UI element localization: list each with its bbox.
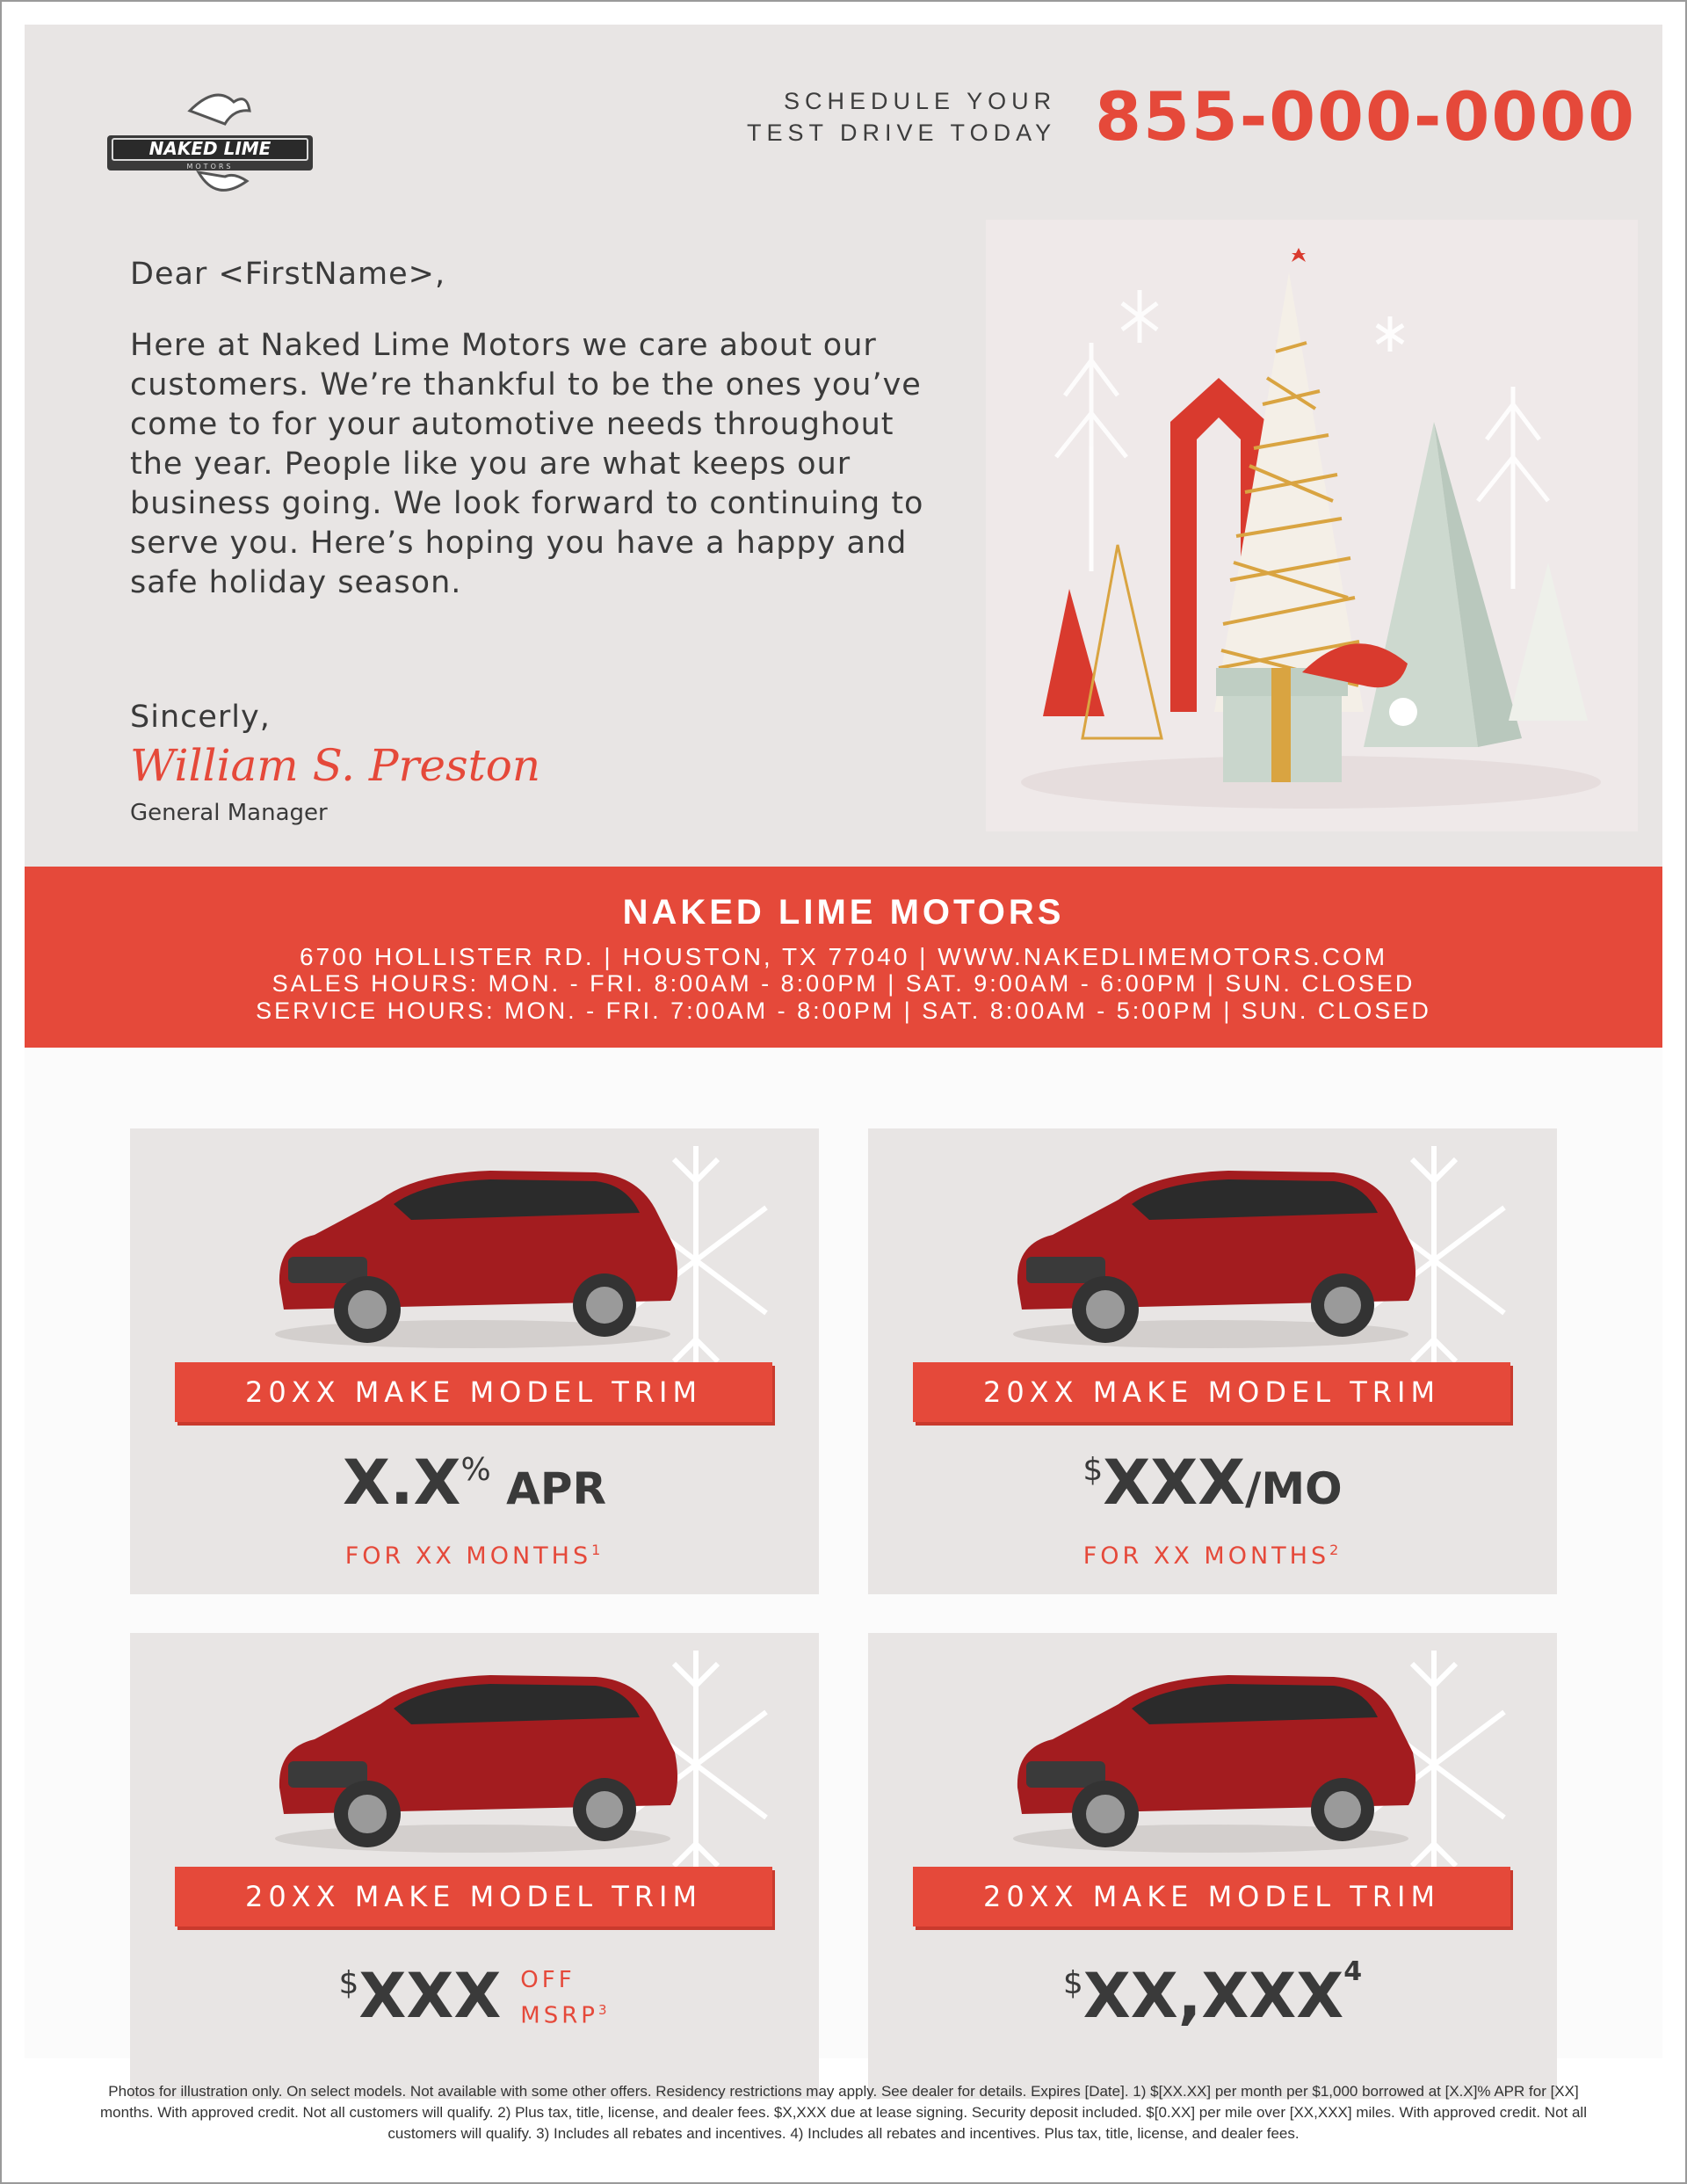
offer-trim-label: 20XX MAKE MODEL TRIM — [913, 1362, 1510, 1422]
offer-price: $XX,XXX4 — [1062, 1956, 1363, 2032]
offer-term: FOR XX MONTHS$^1$ — [344, 1542, 605, 1570]
service-hours: SERVICE HOURS: MON. - FRI. 7:00AM - 8:00PM | SAT. 8:00AM - 5:00PM | SUN. CLOSED — [256, 998, 1431, 1024]
holiday-decoration-image — [986, 220, 1638, 831]
test-drive-cta — [747, 77, 1636, 156]
signer-title: General Manager — [130, 800, 328, 826]
offer-card-lease[interactable] — [868, 1128, 1557, 1594]
dealer-address[interactable]: 6700 HOLLISTER RD. | HOUSTON, TX 77040 | WWW.NAKEDLIMEMOTORS.COM — [299, 943, 1388, 970]
dealer-name: NAKED LIME MOTORS — [622, 893, 1065, 932]
letter-panel — [25, 25, 1662, 867]
sales-hours: SALES HOURS: MON. - FRI. 8:00AM - 8:00PM | SAT. 9:00AM - 6:00PM | SUN. CLOSED — [272, 970, 1415, 997]
suv-image — [262, 1151, 684, 1353]
letter-closing: Sincerly, — [130, 700, 271, 735]
offer-card-price[interactable] — [868, 1633, 1557, 2099]
offer-trim-label: 20XX MAKE MODEL TRIM — [175, 1867, 772, 1926]
logo-subtext: MOTORS — [186, 163, 234, 171]
offer-trim-label: 20XX MAKE MODEL TRIM — [175, 1362, 772, 1422]
sign-off — [130, 700, 540, 826]
offer-term: FOR XX MONTHS$^2$ — [1082, 1542, 1343, 1570]
offer-price: $XXX/MO — [1082, 1447, 1343, 1519]
letter-paragraph: Here at Naked Lime Motors we care about our customers. We’re thankful to be the ones you’ve come to for your automotive needs throughout the year. People like you are what keeps our business going. We look forward to continuing to serve you. Here’s hoping you have a happy and safe holiday season. — [130, 328, 924, 600]
cta-line-2: TEST DRIVE TODAY — [747, 119, 1057, 146]
letter-greeting: Dear <FirstName>, — [130, 257, 446, 292]
offer-card-discount[interactable] — [130, 1633, 819, 2099]
offer-price: X.X% APR — [343, 1447, 606, 1519]
suv-image — [1000, 1656, 1422, 1858]
cta-line-1: SCHEDULE YOUR — [784, 87, 1057, 114]
signature: William S. Preston — [130, 740, 541, 791]
dealer-info-band — [25, 867, 1662, 1048]
suv-image — [1000, 1151, 1422, 1353]
letter-body — [130, 255, 938, 635]
suv-image — [262, 1656, 684, 1858]
offer-trim-label: 20XX MAKE MODEL TRIM — [913, 1867, 1510, 1926]
phone-number[interactable]: 855-000-0000 — [1095, 77, 1636, 156]
legal-disclaimer: Photos for illustration only. On select models. Not available with some other offers. Residency restrictions may apply. See dealer for details. Expires [Date]. 1) $[XX.XX] per month per $1,000 borrowed at [X.X]% APR for [XX] months. With approved credit. Not all customers will qualify. 2) Plus tax, title, license, and dealer fees. $X,XXX due at lease signing. Security deposit included. $[0.XX] per mile over [XX,XXX] miles. With approved credit. Not all customers will qualify. 3) Includes all rebates and incentives. 4) Includes all rebates and incentives. Plus tax, title, license, and dealer fees. — [100, 2083, 1587, 2142]
naked-lime-logo — [102, 84, 336, 207]
offer-price: $XXX OFF MSRP$^3$ — [338, 1960, 611, 2032]
logo-text: NAKED LIME — [148, 138, 272, 159]
offer-card-apr[interactable] — [130, 1128, 819, 1594]
off-msrp-label: OFF MSRP$^3$ — [520, 1967, 611, 2029]
